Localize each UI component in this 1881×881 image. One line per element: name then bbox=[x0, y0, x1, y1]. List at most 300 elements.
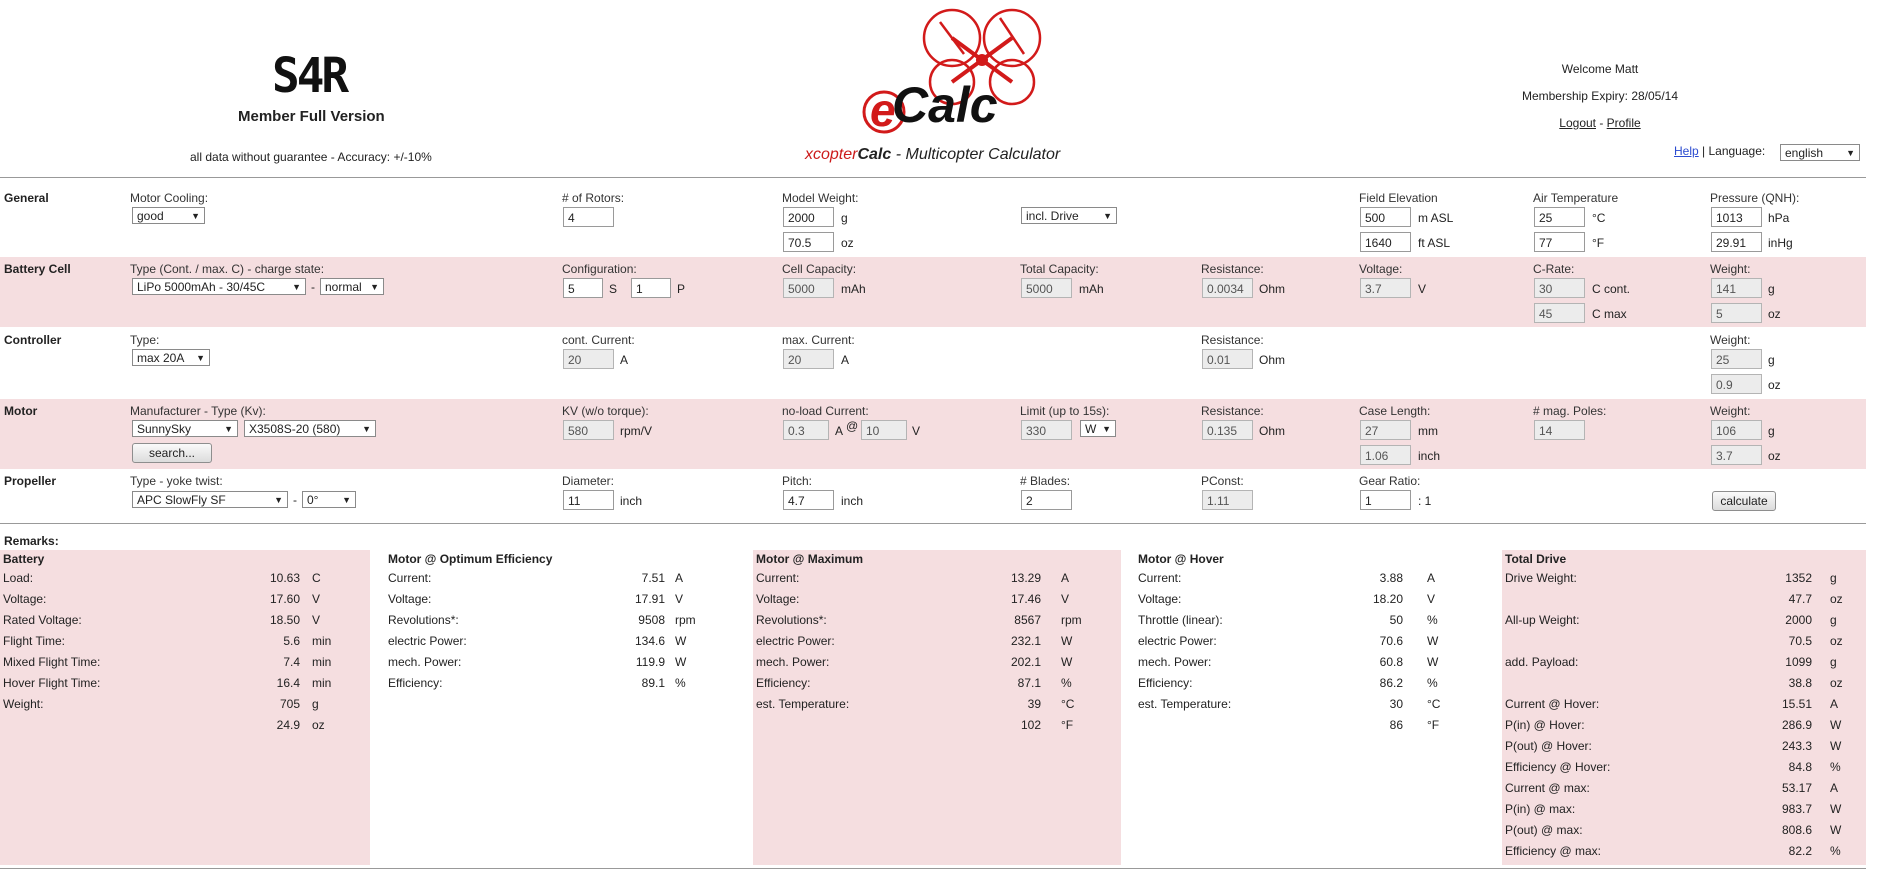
result-row bbox=[385, 631, 735, 652]
result-unit: oz bbox=[312, 718, 325, 732]
result-row bbox=[753, 610, 1121, 631]
ecalc-logo bbox=[840, 4, 1080, 134]
motor-model-select[interactable]: X3508S-20 (580) ▼ bbox=[244, 420, 376, 437]
motor-type-label: Manufacturer - Type (Kv): bbox=[130, 404, 266, 418]
results-title: Motor @ Maximum bbox=[756, 552, 864, 566]
result-unit: V bbox=[1427, 592, 1436, 606]
result-row bbox=[0, 673, 370, 694]
result-value: 47.7 bbox=[1788, 592, 1812, 606]
blades-label: # Blades: bbox=[1020, 474, 1071, 488]
model-weight-g-input[interactable]: 2000 bbox=[783, 207, 834, 227]
result-value: 1352 bbox=[1785, 571, 1812, 585]
result-row bbox=[753, 694, 1121, 715]
result-label: Voltage: bbox=[3, 592, 47, 606]
result-value: 286.9 bbox=[1781, 718, 1812, 732]
results-total-drive bbox=[1502, 550, 1866, 865]
result-value: 38.8 bbox=[1788, 676, 1812, 690]
unit-label: : 1 bbox=[1418, 494, 1432, 508]
unit-label: oz bbox=[1768, 307, 1781, 321]
motor-limit-field: 330 bbox=[1021, 420, 1072, 440]
unit-label: m ASL bbox=[1418, 211, 1454, 225]
unit-label: oz bbox=[1768, 378, 1781, 392]
result-unit: W bbox=[1830, 802, 1842, 816]
result-unit: min bbox=[312, 655, 332, 669]
result-value: 18.50 bbox=[269, 613, 300, 627]
result-row bbox=[1502, 568, 1866, 589]
result-label: electric Power: bbox=[756, 634, 835, 648]
result-unit: °C bbox=[1427, 697, 1441, 711]
unit-label: °F bbox=[1592, 236, 1605, 250]
unit-label: inch bbox=[841, 494, 864, 508]
result-row bbox=[1502, 820, 1866, 841]
result-row bbox=[1502, 652, 1866, 673]
unit-label: mAh bbox=[841, 282, 866, 296]
result-label: Efficiency: bbox=[756, 676, 811, 690]
result-unit: V bbox=[312, 613, 321, 627]
field-elevation-label: Field Elevation bbox=[1359, 191, 1438, 205]
result-label: All-up Weight: bbox=[1505, 613, 1580, 627]
result-unit: min bbox=[312, 676, 332, 690]
diameter-input[interactable]: 11 bbox=[563, 490, 614, 510]
result-label: Current @ max: bbox=[1505, 781, 1590, 795]
pconst-field: 1.11 bbox=[1202, 490, 1253, 510]
controller-weight-g-field: 25 bbox=[1711, 349, 1762, 369]
result-value: 15.51 bbox=[1781, 697, 1812, 711]
rotors-input[interactable]: 4 bbox=[563, 207, 614, 227]
result-unit: V bbox=[675, 592, 684, 606]
weight-label: Weight: bbox=[1710, 262, 1751, 276]
propeller-type-label: Type - yoke twist: bbox=[130, 474, 223, 488]
result-label: est. Temperature: bbox=[1138, 697, 1232, 711]
result-row bbox=[753, 589, 1121, 610]
unit-label: C max bbox=[1592, 307, 1627, 321]
s4r-logo: S4R bbox=[272, 46, 347, 104]
results-title: Motor @ Hover bbox=[1138, 552, 1224, 566]
result-row bbox=[1502, 778, 1866, 799]
result-label: Current @ Hover: bbox=[1505, 697, 1600, 711]
result-unit: % bbox=[1830, 844, 1841, 858]
pressure-hpa-input[interactable]: 1013 bbox=[1711, 207, 1762, 227]
chevron-down-icon: ▼ bbox=[274, 495, 283, 505]
total-capacity-label: Total Capacity: bbox=[1020, 262, 1099, 276]
result-unit: rpm bbox=[675, 613, 696, 627]
battery-resistance-field: 0.0034 bbox=[1202, 278, 1253, 298]
result-label: Voltage: bbox=[1138, 592, 1182, 606]
result-value: 2000 bbox=[1785, 613, 1812, 627]
battery-weight-oz-field: 5 bbox=[1711, 303, 1762, 323]
result-row bbox=[0, 715, 370, 736]
result-label: Weight: bbox=[3, 697, 44, 711]
result-value: 30 bbox=[1389, 697, 1403, 711]
unit-label: A bbox=[835, 424, 844, 438]
separator: - bbox=[311, 280, 315, 294]
unit-label: Ohm bbox=[1259, 353, 1286, 367]
results-motor-hover bbox=[1135, 550, 1495, 865]
no-load-current-label: no-load Current: bbox=[782, 404, 869, 418]
svg-text:e: e bbox=[870, 84, 896, 134]
result-label: Voltage: bbox=[756, 592, 800, 606]
result-label: Flight Time: bbox=[3, 634, 66, 648]
controller-type-select[interactable]: max 20A ▼ bbox=[132, 349, 210, 366]
result-row bbox=[0, 568, 370, 589]
unit-label: g bbox=[1768, 282, 1775, 296]
welcome-text: Welcome Matt bbox=[1561, 62, 1639, 76]
mag-poles-label: # mag. Poles: bbox=[1533, 404, 1607, 418]
result-unit: g bbox=[312, 697, 319, 711]
chevron-down-icon: ▼ bbox=[1846, 148, 1855, 158]
controller-cont-current-field: 20 bbox=[563, 349, 614, 369]
result-unit: rpm bbox=[1061, 613, 1082, 627]
result-label: Hover Flight Time: bbox=[3, 676, 101, 690]
result-unit: oz bbox=[1830, 634, 1843, 648]
unit-label: inch bbox=[1418, 449, 1441, 463]
result-unit: % bbox=[1061, 676, 1072, 690]
result-unit: W bbox=[1061, 634, 1073, 648]
case-length-label: Case Length: bbox=[1359, 404, 1431, 418]
unit-label: inch bbox=[620, 494, 643, 508]
result-row bbox=[1502, 841, 1866, 862]
at-symbol: @ bbox=[846, 419, 859, 433]
chevron-down-icon: ▼ bbox=[362, 424, 371, 434]
result-row bbox=[1502, 694, 1866, 715]
result-label: est. Temperature: bbox=[756, 697, 850, 711]
result-unit: W bbox=[1830, 739, 1842, 753]
result-row bbox=[753, 568, 1121, 589]
field-elevation-m-input[interactable]: 500 bbox=[1360, 207, 1411, 227]
motor-weight-g-field: 106 bbox=[1711, 420, 1762, 440]
result-row bbox=[385, 589, 735, 610]
result-row bbox=[1135, 568, 1495, 589]
yoke-twist-select[interactable]: 0° ▼ bbox=[302, 491, 356, 508]
result-value: 1099 bbox=[1785, 655, 1812, 669]
result-unit: °C bbox=[1061, 697, 1075, 711]
motor-manufacturer-select[interactable]: SunnySky ▼ bbox=[132, 420, 238, 437]
gear-ratio-label: Gear Ratio: bbox=[1359, 474, 1421, 488]
result-value: 16.4 bbox=[276, 676, 300, 690]
motor-weight-oz-field: 3.7 bbox=[1711, 445, 1762, 465]
result-row bbox=[1502, 631, 1866, 652]
result-row bbox=[753, 631, 1121, 652]
result-label: Rated Voltage: bbox=[3, 613, 82, 627]
chevron-down-icon: ▼ bbox=[370, 282, 379, 292]
result-value: 70.5 bbox=[1788, 634, 1812, 648]
unit-label: mAh bbox=[1079, 282, 1104, 296]
result-row bbox=[753, 652, 1121, 673]
total-capacity-field: 5000 bbox=[1021, 278, 1072, 298]
result-label: Current: bbox=[1138, 571, 1182, 585]
result-row bbox=[0, 610, 370, 631]
result-value: 705 bbox=[279, 697, 300, 711]
configuration-label: Configuration: bbox=[562, 262, 637, 276]
max-current-label: max. Current: bbox=[782, 333, 855, 347]
result-row bbox=[1502, 610, 1866, 631]
result-value: 50 bbox=[1389, 613, 1403, 627]
mag-poles-field: 14 bbox=[1534, 420, 1585, 440]
pressure-inhg-input[interactable]: 29.91 bbox=[1711, 232, 1762, 252]
kv-label: KV (w/o torque): bbox=[562, 404, 649, 418]
voltage-label: Voltage: bbox=[1359, 262, 1403, 276]
result-value: 5.6 bbox=[283, 634, 300, 648]
no-load-voltage-field: 10 bbox=[861, 420, 907, 440]
result-unit: °F bbox=[1061, 718, 1074, 732]
result-unit: W bbox=[1830, 718, 1842, 732]
result-row bbox=[1502, 673, 1866, 694]
result-value: 82.2 bbox=[1788, 844, 1812, 858]
result-label: Throttle (linear): bbox=[1138, 613, 1223, 627]
motor-kv-field: 580 bbox=[563, 420, 614, 440]
profile-link[interactable]: Profile bbox=[1606, 116, 1641, 130]
result-unit: A bbox=[1427, 571, 1436, 585]
no-load-current-field: 0.3 bbox=[783, 420, 829, 440]
section-general: General bbox=[4, 191, 49, 205]
result-row bbox=[385, 673, 735, 694]
propeller-type-select[interactable]: APC SlowFly SF ▼ bbox=[132, 491, 288, 508]
result-label: Current: bbox=[756, 571, 800, 585]
pressure-label: Pressure (QNH): bbox=[1710, 191, 1800, 205]
section-propeller: Propeller bbox=[4, 474, 57, 488]
weight-label: Weight: bbox=[1710, 333, 1751, 347]
result-row bbox=[0, 694, 370, 715]
result-row bbox=[1502, 799, 1866, 820]
result-unit: W bbox=[675, 655, 687, 669]
unit-label: P bbox=[677, 282, 686, 296]
result-unit: W bbox=[1427, 634, 1439, 648]
result-value: 17.91 bbox=[634, 592, 665, 606]
unit-label: S bbox=[609, 282, 618, 296]
result-unit: % bbox=[1830, 760, 1841, 774]
result-unit: C bbox=[312, 571, 321, 585]
pconst-label: PConst: bbox=[1201, 474, 1244, 488]
resistance-label: Resistance: bbox=[1201, 262, 1264, 276]
rotors-label: # of Rotors: bbox=[562, 191, 625, 205]
result-unit: V bbox=[1061, 592, 1070, 606]
c-rate-label: C-Rate: bbox=[1533, 262, 1575, 276]
logout-link[interactable]: Logout bbox=[1559, 116, 1596, 130]
result-unit: V bbox=[312, 592, 321, 606]
result-value: 17.46 bbox=[1010, 592, 1041, 606]
result-label: mech. Power: bbox=[1138, 655, 1212, 669]
user-panel: Welcome Matt Membership Expiry: 28/05/14 Logout - Profile bbox=[1470, 56, 1730, 137]
result-unit: W bbox=[1830, 823, 1842, 837]
result-label: Efficiency: bbox=[1138, 676, 1193, 690]
result-row bbox=[0, 652, 370, 673]
result-label: Revolutions*: bbox=[388, 613, 459, 627]
result-row bbox=[0, 631, 370, 652]
chevron-down-icon: ▼ bbox=[1102, 424, 1111, 434]
calculate-button[interactable]: calculate bbox=[1712, 491, 1776, 511]
result-value: 8567 bbox=[1014, 613, 1041, 627]
divider bbox=[0, 868, 1866, 869]
blades-input[interactable]: 2 bbox=[1021, 490, 1072, 510]
result-label: Drive Weight: bbox=[1505, 571, 1577, 585]
result-unit: oz bbox=[1830, 592, 1843, 606]
drive-mode-select[interactable]: incl. Drive ▼ bbox=[1021, 207, 1117, 224]
result-label: Efficiency @ max: bbox=[1505, 844, 1601, 858]
chevron-down-icon: ▼ bbox=[196, 353, 205, 363]
result-row bbox=[385, 610, 735, 631]
result-value: 24.9 bbox=[276, 718, 300, 732]
search-button[interactable]: search... bbox=[132, 443, 212, 463]
unit-label: ft ASL bbox=[1418, 236, 1451, 250]
result-label: mech. Power: bbox=[756, 655, 830, 669]
help-link[interactable]: Help bbox=[1674, 144, 1699, 158]
unit-label: inHg bbox=[1768, 236, 1793, 250]
result-row bbox=[1502, 589, 1866, 610]
ecalc-logo-text: Calc bbox=[892, 77, 998, 133]
result-row bbox=[1502, 736, 1866, 757]
unit-label: A bbox=[841, 353, 850, 367]
motor-cooling-label: Motor Cooling: bbox=[130, 191, 209, 205]
result-value: 39 bbox=[1027, 697, 1041, 711]
language-label: | Language: bbox=[1702, 144, 1766, 158]
result-value: 18.20 bbox=[1372, 592, 1403, 606]
unit-label: V bbox=[1418, 282, 1427, 296]
result-value: 84.8 bbox=[1788, 760, 1812, 774]
limit-unit-select[interactable]: W ▼ bbox=[1080, 420, 1116, 437]
model-weight-label: Model Weight: bbox=[782, 191, 859, 205]
result-unit: g bbox=[1830, 655, 1837, 669]
unit-label: °C bbox=[1592, 211, 1606, 225]
language-select[interactable]: english ▼ bbox=[1780, 144, 1860, 161]
result-label: add. Payload: bbox=[1505, 655, 1579, 669]
result-value: 53.17 bbox=[1781, 781, 1812, 795]
result-value: 86 bbox=[1389, 718, 1403, 732]
unit-label: C cont. bbox=[1592, 282, 1631, 296]
result-value: 60.8 bbox=[1379, 655, 1403, 669]
cont-current-label: cont. Current: bbox=[562, 333, 635, 347]
motor-cooling-select[interactable]: good ▼ bbox=[132, 207, 205, 224]
result-value: 10.63 bbox=[269, 571, 300, 585]
result-label: Efficiency @ Hover: bbox=[1505, 760, 1611, 774]
result-value: 983.7 bbox=[1781, 802, 1812, 816]
chevron-down-icon: ▼ bbox=[292, 282, 301, 292]
model-weight-oz-input[interactable]: 70.5 bbox=[783, 232, 834, 252]
results-battery bbox=[0, 550, 370, 865]
result-row bbox=[1502, 715, 1866, 736]
battery-voltage-field: 3.7 bbox=[1360, 278, 1411, 298]
battery-type-select[interactable]: LiPo 5000mAh - 30/45C ▼ bbox=[132, 278, 306, 295]
case-length-inch-field: 1.06 bbox=[1360, 445, 1411, 465]
result-label: Efficiency: bbox=[388, 676, 443, 690]
language-bar bbox=[1674, 144, 1765, 158]
chevron-down-icon: ▼ bbox=[342, 495, 351, 505]
result-unit: g bbox=[1830, 613, 1837, 627]
unit-label: Ohm bbox=[1259, 282, 1286, 296]
battery-type-label: Type (Cont. / max. C) - charge state: bbox=[130, 262, 325, 276]
result-unit: % bbox=[1427, 613, 1438, 627]
diameter-label: Diameter: bbox=[562, 474, 615, 488]
air-temp-f-input[interactable]: 77 bbox=[1534, 232, 1585, 252]
limit-label: Limit (up to 15s): bbox=[1020, 404, 1110, 418]
motor-resistance-field: 0.135 bbox=[1202, 420, 1253, 440]
result-row bbox=[1135, 610, 1495, 631]
result-unit: A bbox=[675, 571, 684, 585]
result-value: 7.4 bbox=[283, 655, 300, 669]
air-temp-c-input[interactable]: 25 bbox=[1534, 207, 1585, 227]
unit-label: oz bbox=[841, 236, 854, 250]
result-unit: % bbox=[675, 676, 686, 690]
unit-label: V bbox=[912, 424, 921, 438]
result-label: Current: bbox=[388, 571, 432, 585]
member-version: Member Full Version bbox=[238, 108, 385, 125]
field-elevation-ft-input[interactable]: 1640 bbox=[1360, 232, 1411, 252]
c-rate-cont-field: 30 bbox=[1534, 278, 1585, 298]
result-row bbox=[0, 589, 370, 610]
result-row bbox=[753, 715, 1121, 736]
membership-expiry: Membership Expiry: 28/05/14 bbox=[1521, 89, 1679, 103]
result-unit: °F bbox=[1427, 718, 1440, 732]
result-unit: W bbox=[675, 634, 687, 648]
result-row bbox=[1135, 652, 1495, 673]
result-unit: A bbox=[1830, 781, 1839, 795]
result-row bbox=[385, 568, 735, 589]
result-label: P(in) @ max: bbox=[1505, 802, 1576, 816]
pitch-label: Pitch: bbox=[782, 474, 813, 488]
result-row bbox=[385, 652, 735, 673]
pitch-input[interactable]: 4.7 bbox=[783, 490, 834, 510]
unit-label: hPa bbox=[1768, 211, 1790, 225]
result-row bbox=[1135, 715, 1495, 736]
unit-label: g bbox=[841, 211, 848, 225]
result-row bbox=[1135, 589, 1495, 610]
controller-resistance-field: 0.01 bbox=[1202, 349, 1253, 369]
result-label: P(out) @ Hover: bbox=[1505, 739, 1592, 753]
separator: - bbox=[293, 493, 297, 507]
chevron-down-icon: ▼ bbox=[191, 211, 200, 221]
result-unit: min bbox=[312, 634, 332, 648]
cells-series-input[interactable]: 5 bbox=[563, 278, 603, 298]
result-value: 87.1 bbox=[1017, 676, 1041, 690]
gear-ratio-input[interactable]: 1 bbox=[1360, 490, 1411, 510]
result-label: electric Power: bbox=[1138, 634, 1217, 648]
result-row bbox=[1135, 673, 1495, 694]
result-label: P(in) @ Hover: bbox=[1505, 718, 1585, 732]
result-value: 134.6 bbox=[634, 634, 665, 648]
result-label: Voltage: bbox=[388, 592, 432, 606]
results-title: Motor @ Optimum Efficiency bbox=[388, 552, 553, 566]
result-row bbox=[1502, 757, 1866, 778]
result-value: 70.6 bbox=[1379, 634, 1403, 648]
resistance-label: Resistance: bbox=[1201, 333, 1264, 347]
unit-label: g bbox=[1768, 424, 1775, 438]
charge-state-select[interactable]: normal ▼ bbox=[320, 278, 384, 295]
unit-label: g bbox=[1768, 353, 1775, 367]
weight-label: Weight: bbox=[1710, 404, 1751, 418]
result-label: electric Power: bbox=[388, 634, 467, 648]
chevron-down-icon: ▼ bbox=[224, 424, 233, 434]
result-value: 808.6 bbox=[1781, 823, 1812, 837]
result-value: 243.3 bbox=[1781, 739, 1812, 753]
result-value: 232.1 bbox=[1010, 634, 1041, 648]
controller-max-current-field: 20 bbox=[783, 349, 834, 369]
result-row bbox=[1135, 694, 1495, 715]
unit-label: mm bbox=[1418, 424, 1438, 438]
cell-capacity-field: 5000 bbox=[783, 278, 834, 298]
result-label: mech. Power: bbox=[388, 655, 462, 669]
results-title: Total Drive bbox=[1505, 552, 1567, 566]
result-unit: % bbox=[1427, 676, 1438, 690]
result-value: 86.2 bbox=[1379, 676, 1403, 690]
result-label: Revolutions*: bbox=[756, 613, 827, 627]
controller-weight-oz-field: 0.9 bbox=[1711, 374, 1762, 394]
result-value: 3.88 bbox=[1379, 571, 1403, 585]
unit-label: oz bbox=[1768, 449, 1781, 463]
results-motor-maximum bbox=[753, 550, 1121, 865]
result-value: 7.51 bbox=[641, 571, 665, 585]
cells-parallel-input[interactable]: 1 bbox=[631, 278, 671, 298]
divider bbox=[0, 177, 1866, 178]
result-unit: A bbox=[1061, 571, 1070, 585]
